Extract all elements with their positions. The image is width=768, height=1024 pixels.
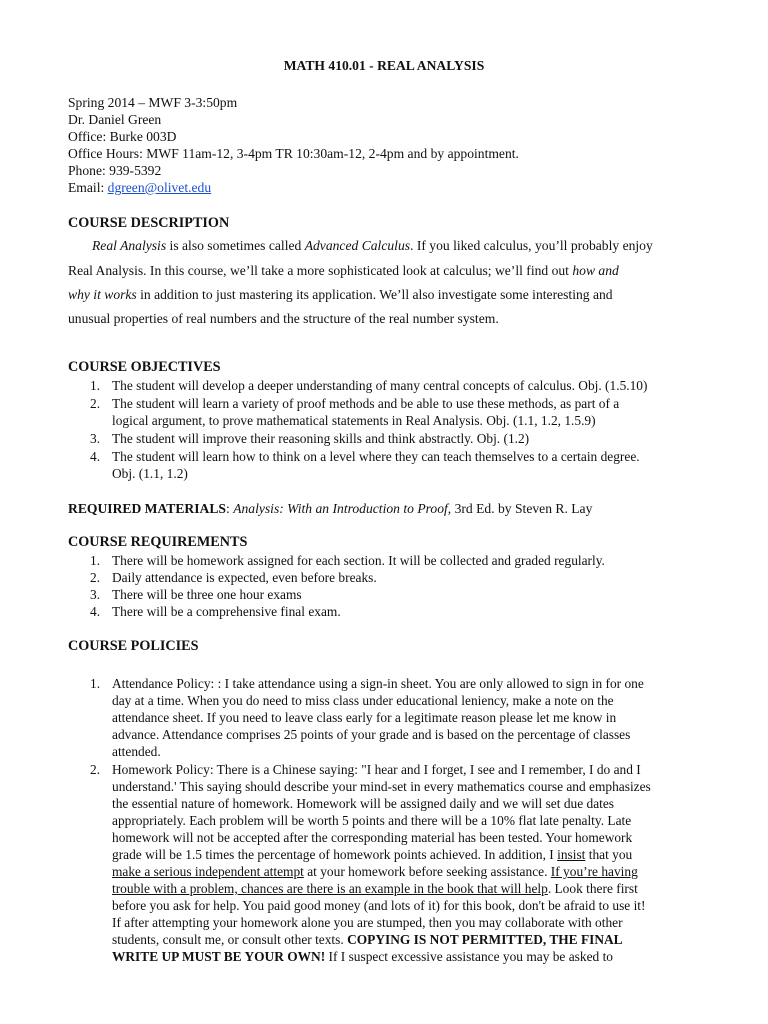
description-line-4: unusual properties of real numbers and the structure of the real number system. [68,311,499,326]
objective-item-2-cont: logical argument, to prove mathematical statements in Real Analysis. Obj. (1.1, 1.2, 1.5.9) [112,413,596,428]
policy-1-line-4: advance. Attendance comprises 25 points of your grade and is based on the percentage of classes [112,727,631,742]
policy-2-line-5: homework will not be accepted after the corresponding material has been tested. Your homework [112,830,633,845]
policy-1-line-3: attendance sheet. If you need to leave class early for a legitimate reason please let me know in [112,710,617,725]
policy-1-line-5: attended. [112,744,161,759]
office-line: Office: Burke 003D [68,129,177,144]
policy-2-line-7: make a serious independent attempt at your homework before seeking assistance. If you’re having [112,864,638,879]
materials-line: REQUIRED MATERIALS: Analysis: With an Introduction to Proof, 3rd Ed. by Steven R. Lay [68,501,593,516]
description-line-3: why it works in addition to just mastering its application. We’ll also investigate some interesting and [68,287,613,302]
objective-item-1: 1. The student will develop a deeper understanding of many central concepts of calculus. Obj. (1.5.10) [90,378,648,393]
policy-2-line-8: trouble with a problem, chances are there is an example in the book that will help. Look there first [112,881,638,896]
description-line-2: Real Analysis. In this course, we’ll take a more sophisticated look at calculus; we’ll find out how and [68,263,619,278]
policy-1-line-2: day at a time. When you do need to miss class under educational leniency, make a note on the [112,693,614,708]
office-hours-line: Office Hours: MWF 11am-12, 3-4pm TR 10:30am-12, 2-4pm and by appointment. [68,146,519,161]
policies-heading: COURSE POLICIES [68,638,199,654]
policy-2-line-12: WRITE UP MUST BE YOUR OWN! If I suspect excessive assistance you may be asked to [112,949,613,964]
policy-2-line-6: grade will be 1.5 times the percentage of homework points achieved. In addition, I insist that you [112,847,633,862]
requirement-item-3: 3. There will be three one hour exams [90,587,302,602]
requirement-item-1: 1. There will be homework assigned for each section. It will be collected and graded regularly. [90,553,605,568]
objective-item-4-cont: Obj. (1.1, 1.2) [112,466,188,481]
email-label: Email: [68,180,108,195]
email-link[interactable]: dgreen@olivet.edu [107,180,212,195]
policy-2-line-10: If after attempting your homework alone you are stumped, then you may collaborate with other [112,915,623,930]
description-line-1: Real Analysis is also sometimes called Advanced Calculus. If you liked calculus, you’ll probably enjoy [92,238,653,253]
objective-item-4: 4. The student will learn how to think on a level where they can teach themselves to a certain degree. [90,449,640,464]
requirement-item-4: 4. There will be a comprehensive final exam. [90,604,341,619]
policy-item-2: 2. Homework Policy: There is a Chinese saying: "I hear and I forget, I see and I remember, I do and I [90,762,641,777]
policy-2-line-9: before you ask for help. You paid good money (and lots of it) for this book, don't be afraid to use it! [112,898,646,913]
phone-line: Phone: 939-5392 [68,163,162,178]
objective-item-3: 3. The student will improve their reasoning skills and think abstractly. Obj. (1.2) [90,431,530,446]
term-line: Spring 2014 – MWF 3-3:50pm [68,95,238,110]
policy-2-line-3: the essential nature of homework. Homework will be assigned daily and we will set due dates [112,796,615,811]
objective-item-2: 2. The student will learn a variety of proof methods and be able to use these methods, as part of a [90,396,620,411]
page-title: MATH 410.01 - REAL ANALYSIS [283,58,485,73]
requirements-heading: COURSE REQUIREMENTS [68,534,248,550]
policy-item-1: 1. Attendance Policy: : I take attendance using a sign-in sheet. You are only allowed to sign in for one [90,676,644,691]
requirement-item-2: 2. Daily attendance is expected, even before breaks. [90,570,377,585]
policy-2-line-2: understand.' This saying should describe your mind-set in every mathematics course and emphasizes [112,779,651,794]
instructor-line: Dr. Daniel Green [68,112,162,127]
description-heading: COURSE DESCRIPTION [68,215,230,231]
objectives-heading: COURSE OBJECTIVES [68,359,221,375]
email-line [68,179,211,196]
policy-2-line-11: students, consult me, or consult other texts. COPYING IS NOT PERMITTED, THE FINAL [112,932,623,947]
policy-2-line-4: appropriately. Each problem will be worth 5 points and there will be a 10% flat late penalty. Late [112,813,632,828]
